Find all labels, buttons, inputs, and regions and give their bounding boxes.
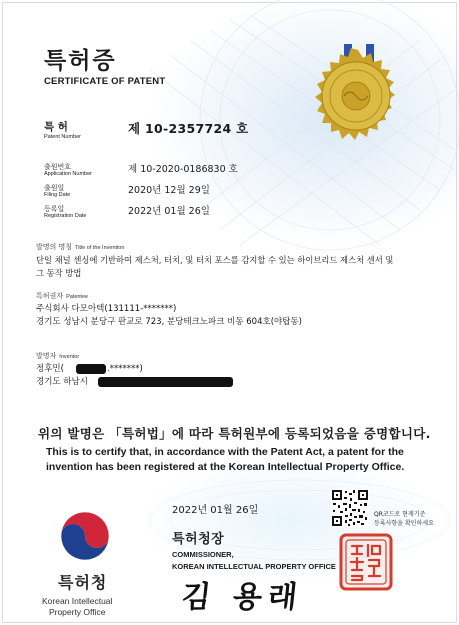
patentee-name: 주식회사 다모아텍(131111-*******) [36,304,177,314]
qr-caption-line2: 등록사항을 확인하세요 [374,520,434,527]
patent-number-label: 특 허 [44,121,68,133]
official-seal-stamp-icon [338,532,394,592]
patentee-label-ko: 특허권자 [36,292,64,300]
invention-label [36,242,124,252]
commissioner-title-en-line2: KOREAN INTELLECTUAL PROPERTY OFFICE [172,562,336,571]
certification-statement-en: This is to certify that, in accordance with the Patent Act, a patent for the invention has been registered at the Korean Intellectual Property Office. [46,446,405,473]
qr-caption [374,510,434,528]
application-number-label-en: Application Number [44,171,92,177]
registration-date-label-en: Registration Date [44,213,87,219]
patentee-label [36,291,88,301]
inventor-name-suffix: .*******) [107,364,143,374]
invention-label-ko: 발명의 명칭 [36,243,73,251]
patent-number-label-en: Patent Number [44,134,81,140]
registration-date-value: 2022년 01월 26일 [128,206,210,217]
kipo-name-ko: 특허청 [58,573,108,592]
commissioner-title: 특허청장 [172,532,225,547]
filing-date-label: 출원일 [44,184,65,192]
inventor-name-prefix: 정후민( [36,364,64,374]
kipo-name-en-line1: Korean Intellectual [42,596,113,606]
commissioner-signature: 김 용래 [179,580,305,615]
inventor-label-en: Inventor [59,354,80,360]
registration-date-label: 등록일 [44,205,65,213]
invention-title-line1: 단일 채널 센싱에 기반하여 제스처, 터치, 및 터치 포스를 감지할 수 있는 하이브리드 제스처 센서 및 [36,255,394,265]
invention-label-en: Title of the Invention [75,245,125,251]
inventor-label [36,351,79,361]
patentee-address: 경기도 성남시 분당구 판교로 723, 분당테크노파크 비동 604호(야탑동) [36,317,302,327]
kipo-name-en-line2: Property Office [48,607,106,617]
certificate-subtitle: CERTIFICATE OF PATENT [44,76,166,87]
patentee-label-en: Patentee [66,294,89,300]
issue-date: 2022년 01월 26일 [172,505,259,516]
invention-title-line2: 그 동작 방법 [36,268,82,278]
inventor-address: 경기도 하남시 [36,377,88,387]
application-number-label: 출원번호 [44,163,72,171]
qr-caption-line1: QR코드로 현재기준 [374,511,426,518]
filing-date-label-en: Filing Date [44,192,71,198]
redaction-bar-address [98,377,233,387]
commissioner-title-en [172,549,336,573]
patent-number-value: 제 10-2357724 호 [128,121,249,136]
kipo-logo-icon [55,506,115,566]
redaction-bar-name [76,364,106,374]
kipo-name-en [42,596,112,618]
filing-date-value: 2020년 12월 29일 [128,185,210,196]
inventor-label-ko: 발명자 [36,352,57,360]
qr-code-icon[interactable] [331,489,369,527]
commissioner-title-en-line1: COMMISSIONER, [172,550,234,559]
certificate-title: 특허증 [44,48,117,74]
gold-seal-icon [300,40,420,170]
certification-statement-ko: 위의 발명은 「특허법」에 따라 특허원부에 등록되었음을 증명합니다. [38,426,431,441]
application-number-value: 제 10-2020-0186830 호 [128,164,238,175]
